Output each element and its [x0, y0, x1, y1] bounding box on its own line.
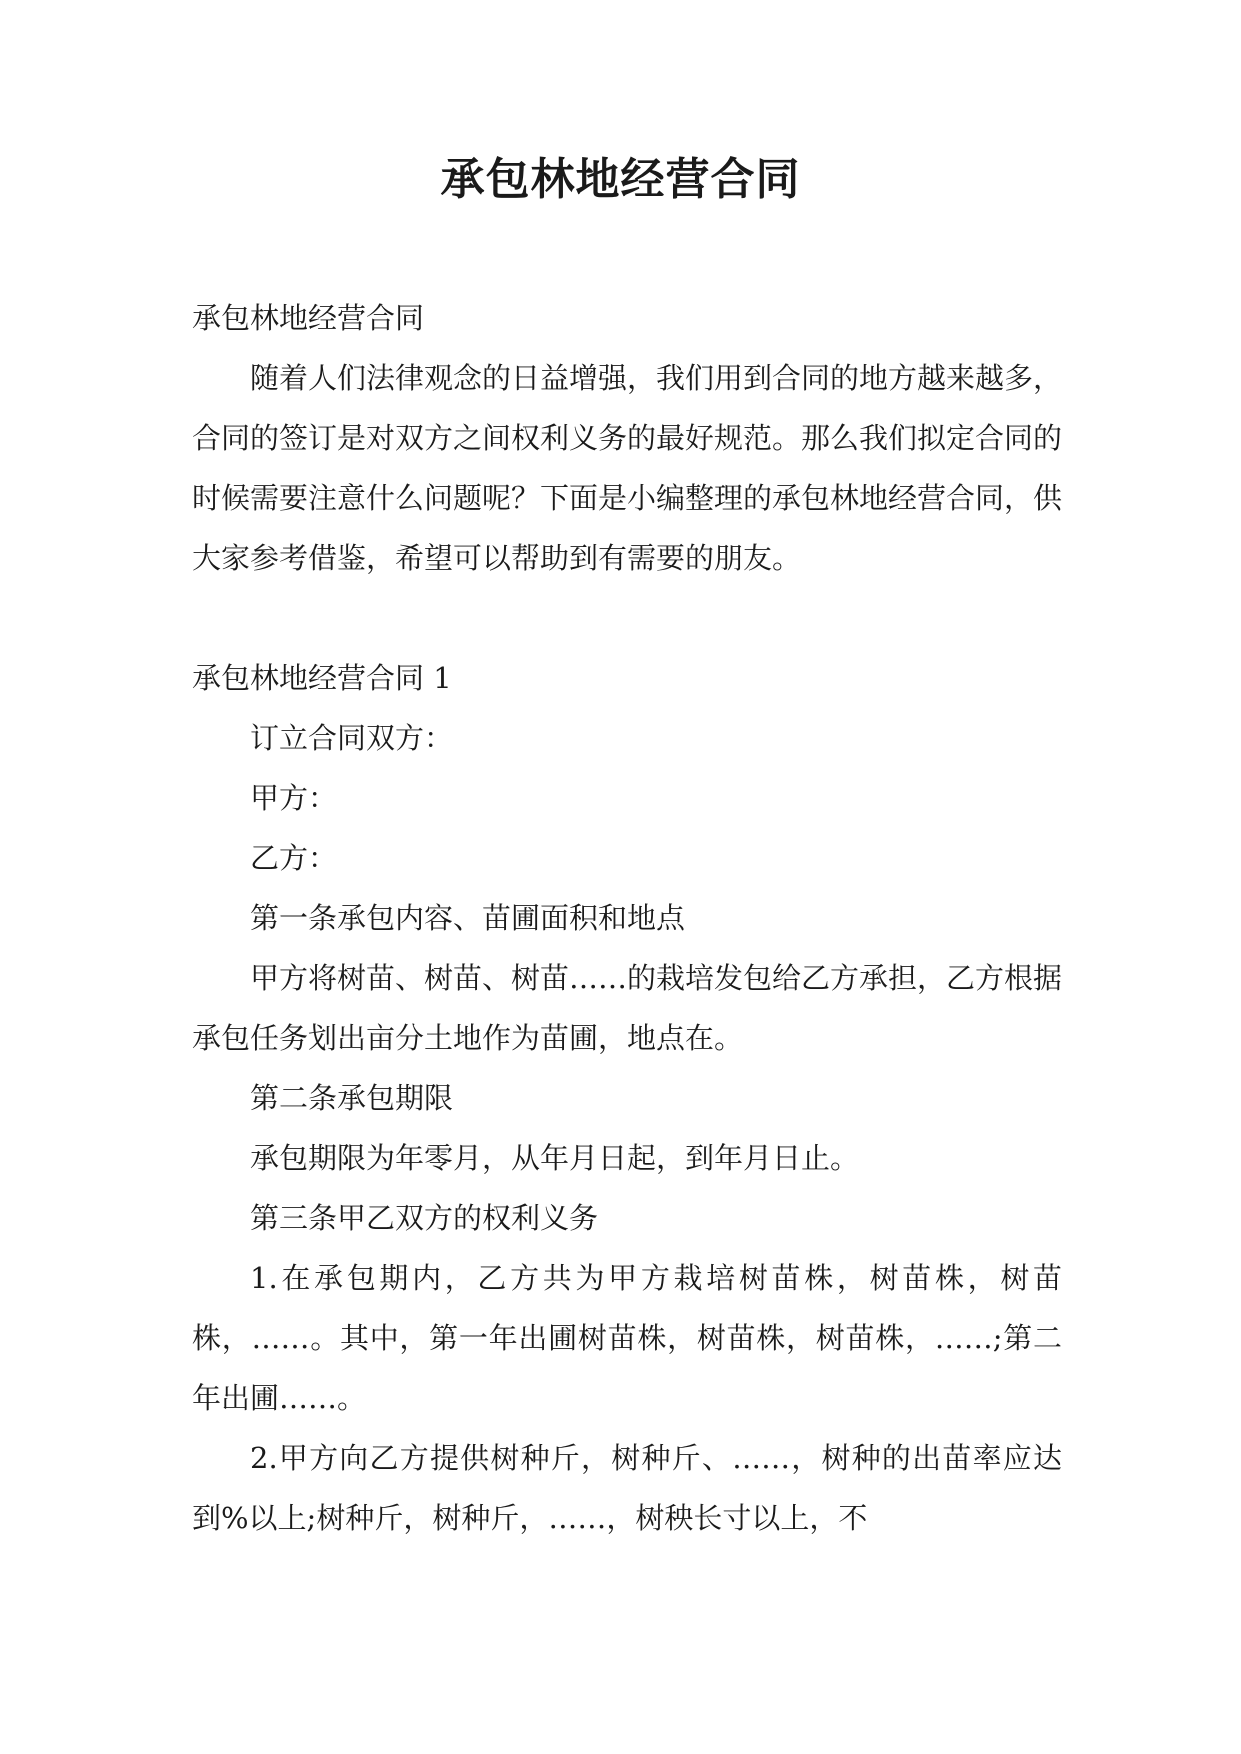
article2-heading: 第二条承包期限	[250, 1081, 454, 1115]
subtitle: 承包林地经营合同	[192, 301, 425, 335]
article3-item2: 2.甲方向乙方提供树种斤，树种斤、……，树种的出苗率应达到%以上;树种斤，树种斤，……，树秧长寸以上，不	[192, 1441, 1062, 1535]
party-a-label: 甲方：	[250, 781, 338, 815]
paragraph-gap	[192, 588, 1062, 648]
article1-heading: 第一条承包内容、苗圃面积和地点	[250, 901, 686, 935]
article3-heading: 第三条甲乙双方的权利义务	[250, 1201, 599, 1235]
section-heading: 承包林地经营合同 1	[192, 661, 452, 695]
document-body	[192, 288, 1062, 1548]
party-b-label: 乙方：	[250, 841, 338, 875]
intro-paragraph: 随着人们法律观念的日益增强，我们用到合同的地方越来越多，合同的签订是对双方之间权利义务的最好规范。那么我们拟定合同的时候需要注意什么问题呢？下面是小编整理的承包林地经营合同，供大家参考借鉴，希望可以帮助到有需要的朋友。	[192, 361, 1063, 575]
parties-label: 订立合同双方：	[250, 721, 454, 755]
article1-text: 甲方将树苗、树苗、树苗……的栽培发包给乙方承担，乙方根据承包任务划出亩分土地作为苗圃，地点在。	[192, 961, 1063, 1055]
article3-item1: 1.在承包期内，乙方共为甲方栽培树苗株，树苗株，树苗株，……。其中，第一年出圃树苗株，树苗株，树苗株，……;第二年出圃……。	[192, 1261, 1062, 1415]
article2-text: 承包期限为年零月，从年月日起，到年月日止。	[250, 1141, 860, 1175]
document-title: 承包林地经营合同	[440, 154, 801, 205]
